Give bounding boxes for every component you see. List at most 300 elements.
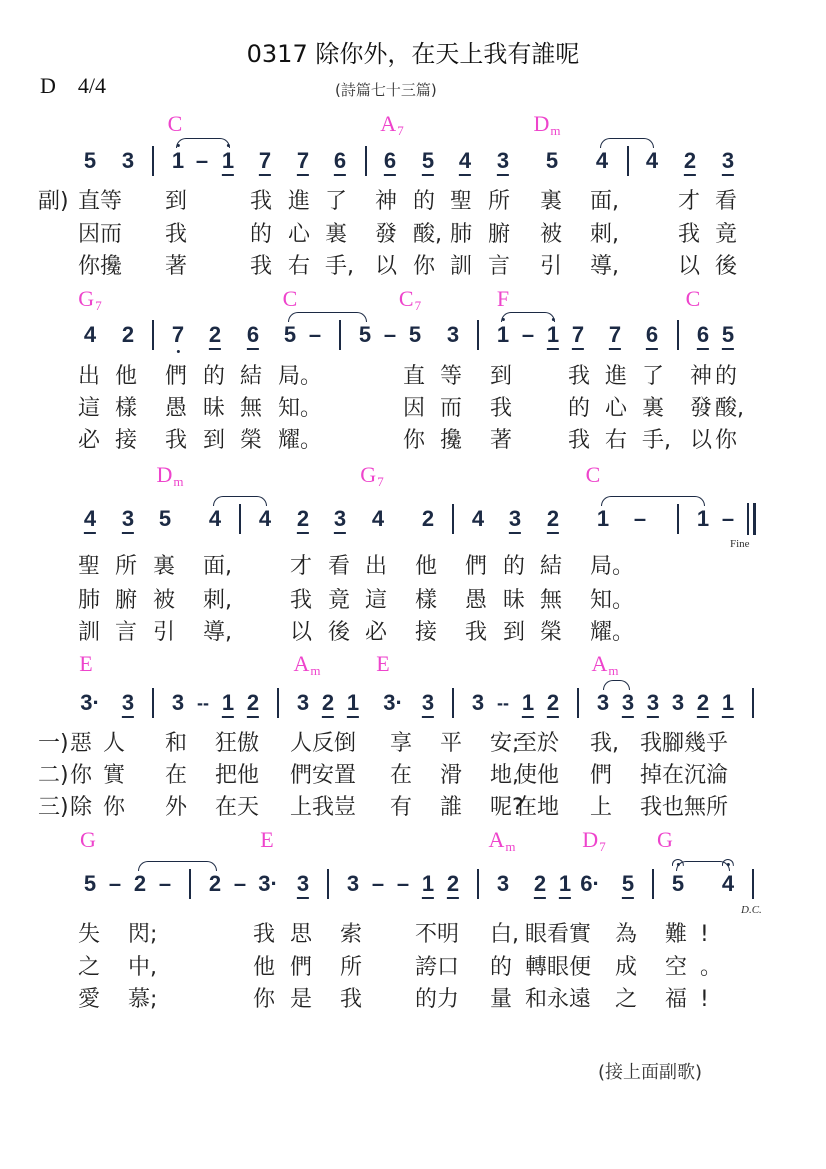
barline	[752, 869, 754, 899]
lyric-syllable: 聖	[78, 554, 101, 579]
lyric-syllable: 享	[390, 731, 413, 756]
note	[134, 873, 146, 895]
note	[80, 692, 100, 714]
note	[172, 692, 184, 714]
lyric-syllable: 呢?	[490, 795, 524, 820]
lyric-syllable: 榮	[240, 428, 263, 453]
chord-root: A	[488, 827, 505, 852]
tie-slur	[213, 496, 267, 506]
lyric-syllable: 們	[290, 955, 313, 980]
chord-root: C	[398, 286, 414, 311]
lyric-syllable: 在	[165, 763, 188, 788]
tie-slur	[138, 861, 217, 871]
lyric-syllable: 言	[488, 254, 511, 279]
lyric-syllable: 眼看實	[525, 922, 592, 947]
note	[122, 324, 134, 346]
lyric-syllable: 這	[365, 588, 388, 613]
note	[422, 150, 434, 176]
note-digit: 1	[221, 148, 235, 173]
lyric-syllable: 知。	[590, 588, 635, 613]
note-digit: 5	[545, 148, 559, 173]
note-digit: 2	[208, 322, 222, 347]
note	[258, 873, 278, 895]
note-digit: 4	[471, 506, 485, 531]
note	[247, 692, 259, 718]
chord-root: D	[582, 827, 599, 852]
lyric-syllable: 後	[328, 620, 351, 645]
lyric-syllable: 上	[590, 795, 613, 820]
lyric-syllable: 腑	[488, 222, 511, 247]
lyric-syllable: 上我豈	[290, 795, 357, 820]
chord-quality: 7	[397, 123, 404, 138]
hold-dash: –	[308, 322, 322, 347]
note-digit: 7	[171, 322, 185, 347]
chord-label	[78, 286, 102, 313]
hold-dash: –	[108, 871, 122, 896]
note	[359, 324, 371, 346]
lyric-syllable: 我	[290, 588, 313, 613]
note-digit: 3	[171, 690, 185, 715]
lyric-syllable: 滑	[440, 763, 463, 788]
lyric-syllable: 之	[78, 955, 101, 980]
verse-label: 三)	[38, 795, 69, 820]
key-signature: D	[40, 73, 56, 98]
note	[297, 692, 309, 714]
lyric-syllable: 聖	[450, 189, 473, 214]
note	[297, 150, 309, 176]
note-digit: 7	[296, 148, 310, 173]
hold-dashes: --	[497, 693, 509, 713]
note-digit: 2	[683, 148, 697, 173]
lyric-syllable: 了	[642, 364, 665, 389]
lyric-syllable: 量	[490, 987, 513, 1012]
lyric-syllable: 樣	[415, 588, 438, 613]
lyric-syllable: 掉在沉淪	[640, 763, 729, 788]
note	[684, 150, 696, 176]
lyric-syllable: 直	[78, 189, 101, 214]
note-digit: 3	[296, 871, 310, 896]
lyric-syllable: 們安置	[290, 763, 357, 788]
note	[722, 873, 734, 895]
note	[422, 508, 434, 530]
lyric-syllable: 們	[465, 554, 488, 579]
lyric-syllable: 我	[253, 922, 276, 947]
note	[497, 873, 509, 895]
note-digit: 5	[621, 871, 635, 896]
lyric-syllable: 他	[253, 955, 276, 980]
note	[284, 324, 296, 346]
chord-label	[497, 288, 509, 310]
note-digit: 7	[571, 322, 585, 347]
lyric-syllable: 右	[605, 428, 628, 453]
lyric-syllable: 昧	[203, 396, 226, 421]
note	[646, 150, 658, 172]
lyric-syllable: 發	[375, 222, 398, 247]
key-time-signature	[40, 73, 128, 99]
lyric-syllable: 我	[165, 222, 188, 247]
lyric-syllable: 我也無所	[640, 795, 729, 820]
note	[722, 324, 734, 350]
barline	[752, 688, 754, 718]
note	[597, 692, 609, 714]
chord-root: D	[533, 111, 550, 136]
note-digit: 3·	[258, 871, 278, 896]
lyric-syllable: 了	[325, 189, 348, 214]
lyric-syllable: 為	[615, 922, 638, 947]
barline	[152, 320, 154, 350]
fine-marker: Fine	[730, 538, 750, 550]
note	[409, 324, 421, 346]
note-digit: 4	[721, 871, 735, 896]
lyric-syllable: 難	[665, 922, 688, 947]
lyric-syllable: 到	[490, 364, 513, 389]
note-digit: 1	[496, 322, 510, 347]
note-digit: 3	[646, 690, 660, 715]
chord-label	[398, 286, 422, 313]
chord-label	[293, 651, 321, 678]
chord-root: G	[657, 827, 673, 852]
lyric-syllable: 耀。	[278, 428, 323, 453]
hold-dash: –	[233, 871, 247, 896]
note	[572, 324, 584, 350]
note	[122, 692, 134, 718]
note-digit: 4	[645, 148, 659, 173]
note	[497, 324, 509, 346]
barline	[452, 504, 454, 534]
note-digit: 1	[346, 690, 360, 715]
tie-slur	[600, 138, 654, 148]
lyric-syllable: 面,	[203, 554, 232, 579]
note	[534, 873, 546, 899]
lyric-syllable: 人	[103, 731, 126, 756]
note-digit: 7	[608, 322, 622, 347]
lyric-syllable: 以	[678, 254, 701, 279]
note	[259, 508, 271, 530]
lyric-syllable: 以	[375, 254, 398, 279]
lyric-syllable: 的	[203, 364, 226, 389]
lyric-syllable: 在	[390, 763, 413, 788]
hold-dash: –	[371, 871, 385, 896]
barline	[677, 320, 679, 350]
note-digit: 5	[358, 322, 372, 347]
lyric-syllable: 的力	[415, 987, 460, 1012]
lyric-syllable: 成	[615, 955, 638, 980]
lyric-syllable: 看	[328, 554, 351, 579]
lyric-syllable: 把他	[215, 763, 260, 788]
lyric-syllable: 結	[240, 364, 263, 389]
note-digit: 2	[446, 871, 460, 896]
note	[209, 508, 221, 530]
note-digit: 3	[333, 506, 347, 531]
lyric-syllable: 必	[78, 428, 101, 453]
lyric-syllable: 實	[103, 763, 126, 788]
note	[259, 150, 271, 176]
note	[447, 324, 459, 346]
note-digit: 2	[696, 690, 710, 715]
lyric-syllable: 被	[540, 222, 563, 247]
lyric-syllable: 裏	[540, 189, 563, 214]
note	[672, 873, 684, 895]
barline	[577, 688, 579, 718]
lyric-syllable: 裏	[153, 554, 176, 579]
note-digit: 6·	[580, 871, 600, 896]
lyric-syllable: 神	[690, 364, 713, 389]
lyric-syllable: 白,	[490, 922, 519, 947]
chord-quality: 7	[414, 298, 422, 313]
hold-dash: –	[633, 506, 647, 531]
hold-dash: –	[195, 148, 209, 173]
lyric-syllable: 到	[165, 189, 188, 214]
note-digit: 1	[721, 690, 735, 715]
lyric-syllable: 我腳幾乎	[640, 731, 729, 756]
lyric-syllable: 竟	[715, 222, 738, 247]
note-digit: 5	[83, 148, 97, 173]
note-digit: 4	[258, 506, 272, 531]
note	[547, 692, 559, 718]
note-digit: 3	[721, 148, 735, 173]
lyric-syllable: 酸,	[413, 222, 442, 247]
barline	[627, 146, 629, 176]
note-digit: 1	[558, 871, 572, 896]
note-digit: 3	[121, 506, 135, 531]
note-digit: 6	[696, 322, 710, 347]
chord-label	[586, 464, 601, 486]
chord-label	[283, 288, 298, 310]
tie-slur	[288, 312, 367, 322]
lyric-syllable: 手,	[642, 428, 671, 453]
note-digit: 5	[83, 871, 97, 896]
hold-dash: –	[383, 322, 397, 347]
note	[596, 150, 608, 172]
note-digit: 3	[471, 690, 485, 715]
tie-slur	[176, 138, 230, 148]
note	[459, 150, 471, 176]
lyric-syllable: 導,	[590, 254, 619, 279]
dc-marker: D.C.	[741, 904, 762, 916]
lyric-syllable: 無	[540, 588, 563, 613]
hold-dash: –	[158, 871, 172, 896]
note	[247, 324, 259, 350]
chord-quality: 7	[599, 839, 606, 854]
note	[222, 150, 234, 176]
lyric-syllable: 索	[340, 922, 363, 947]
note	[646, 324, 658, 350]
lyric-syllable: 誇口	[415, 955, 460, 980]
note-digit: 1	[696, 506, 710, 531]
note	[580, 873, 600, 895]
note-digit: 3	[446, 322, 460, 347]
song-title: 0317 除你外，在天上我有誰呢	[246, 40, 580, 68]
note	[222, 692, 234, 718]
note-digit: 4	[83, 322, 97, 347]
lyric-syllable: 接	[115, 428, 138, 453]
lyric-syllable: 空	[665, 955, 688, 980]
chord-label	[488, 827, 516, 854]
note-digit: 1	[171, 148, 185, 173]
lyric-syllable: 所	[488, 189, 511, 214]
chord-root: A	[293, 651, 310, 676]
lyric-syllable: 我	[165, 428, 188, 453]
lyric-syllable: 有	[390, 795, 413, 820]
lyric-syllable: 進	[288, 189, 311, 214]
note-digit: 5	[421, 148, 435, 173]
chord-root: G	[78, 286, 95, 311]
tie-slur	[501, 312, 555, 322]
lyric-syllable: 我	[465, 620, 488, 645]
note	[383, 692, 403, 714]
note-digit: 6	[246, 322, 260, 347]
lyric-syllable: 在天	[215, 795, 260, 820]
barline	[277, 688, 279, 718]
lyric-syllable: 之	[615, 987, 638, 1012]
tie-slur	[601, 496, 705, 506]
lyric-syllable: 除	[70, 795, 93, 820]
lyric-syllable: 腑	[115, 588, 138, 613]
lyric-syllable: 才	[678, 189, 701, 214]
note	[472, 692, 484, 714]
lyric-syllable: 的	[413, 189, 436, 214]
note-digit: 3·	[383, 690, 403, 715]
lyric-syllable: 右	[288, 254, 311, 279]
note	[209, 873, 221, 895]
lyric-syllable: 人反倒	[290, 731, 357, 756]
lyric-syllable: 刺,	[203, 588, 232, 613]
note-digit: 4	[458, 148, 472, 173]
lyric-syllable: 思	[290, 922, 313, 947]
note	[372, 508, 384, 530]
verse-label: 二)	[38, 763, 69, 788]
note	[422, 873, 434, 899]
lyric-syllable: !	[700, 922, 709, 947]
chord-quality: 7	[95, 298, 102, 313]
chord-label	[156, 462, 184, 489]
note-digit: 3	[346, 871, 360, 896]
lyric-syllable: 不明	[415, 922, 460, 947]
chord-quality: 7	[377, 474, 384, 489]
barline	[152, 146, 154, 176]
lyric-syllable: 的	[503, 554, 526, 579]
lyric-syllable: 中,	[128, 955, 157, 980]
note-digit: 4	[371, 506, 385, 531]
lyric-syllable: 進	[605, 364, 628, 389]
barline	[477, 320, 479, 350]
lyric-syllable: 所	[115, 554, 138, 579]
barline	[477, 869, 479, 899]
lyric-syllable: 我	[568, 428, 591, 453]
chord-root: G	[80, 827, 96, 852]
note	[84, 508, 96, 534]
tie-slur	[676, 861, 730, 871]
lyric-syllable: 才	[290, 554, 313, 579]
lyric-syllable: !	[700, 987, 709, 1012]
chord-root: A	[380, 111, 397, 136]
lyric-syllable: 無	[240, 396, 263, 421]
note-digit: 1	[221, 690, 235, 715]
note	[559, 873, 571, 899]
scripture-reference: (詩篇七十三篇)	[335, 81, 437, 99]
lyric-syllable: 我	[340, 987, 363, 1012]
lyric-syllable: 接	[415, 620, 438, 645]
note-digit: 1	[596, 506, 610, 531]
lyric-syllable: 所	[340, 955, 363, 980]
chord-label	[686, 288, 701, 310]
lyric-syllable: 著	[490, 428, 513, 453]
note	[297, 508, 309, 534]
lyric-syllable: 局。	[590, 554, 635, 579]
chord-quality: m	[310, 663, 321, 678]
lyric-syllable: 外	[165, 795, 188, 820]
chord-label	[380, 111, 404, 138]
tie-slur	[603, 680, 630, 690]
note-digit: 3	[496, 871, 510, 896]
note-digit: 2	[546, 506, 560, 531]
lyric-syllable: 而	[100, 222, 123, 247]
note	[497, 150, 509, 176]
lyric-syllable: 以	[690, 428, 713, 453]
note	[334, 150, 346, 176]
chord-quality: m	[173, 474, 184, 489]
chord-root: E	[376, 651, 390, 676]
note	[647, 692, 659, 718]
lyric-syllable: 肺	[78, 588, 101, 613]
lyric-syllable: 局。	[278, 364, 323, 389]
note	[84, 324, 96, 346]
lyric-syllable: 知。	[278, 396, 323, 421]
chord-quality: m	[608, 663, 619, 678]
note-digit: 6	[645, 322, 659, 347]
note	[122, 508, 134, 534]
note	[522, 692, 534, 718]
note	[172, 150, 184, 172]
chord-root: A	[591, 651, 608, 676]
lyric-syllable: 昧	[503, 588, 526, 613]
chord-label	[79, 653, 92, 675]
note-digit: 5	[283, 322, 297, 347]
note-digit: 2	[246, 690, 260, 715]
note	[546, 150, 558, 172]
lyric-syllable: 直	[403, 364, 426, 389]
lyric-syllable: 使他	[515, 763, 560, 788]
note	[297, 873, 309, 899]
lyric-syllable: 愛	[78, 987, 101, 1012]
chord-label	[657, 829, 673, 851]
lyric-syllable: 狂傲	[215, 731, 260, 756]
barline	[152, 688, 154, 718]
lyric-syllable: 愚	[465, 588, 488, 613]
note-digit: 3	[296, 690, 310, 715]
barline	[652, 869, 654, 899]
lyric-syllable: 訓	[450, 254, 473, 279]
lyric-syllable: 的	[715, 364, 738, 389]
note	[447, 873, 459, 899]
note-digit: 1	[421, 871, 435, 896]
note	[209, 324, 221, 350]
hold-dashes: --	[197, 693, 209, 713]
hold-dash: –	[396, 871, 410, 896]
lyric-syllable: 我	[250, 254, 273, 279]
note	[697, 324, 709, 350]
chord-label	[591, 651, 619, 678]
note-digit: 1	[521, 690, 535, 715]
barline	[365, 146, 367, 176]
note-digit: 2	[296, 506, 310, 531]
note-digit: 3	[121, 690, 135, 715]
lyric-syllable: 榮	[540, 620, 563, 645]
footer-note: (接上面副歌)	[598, 1062, 703, 1083]
final-barline	[747, 503, 756, 535]
lyric-syllable: 攙	[100, 254, 123, 279]
lyric-syllable: 你	[78, 254, 101, 279]
